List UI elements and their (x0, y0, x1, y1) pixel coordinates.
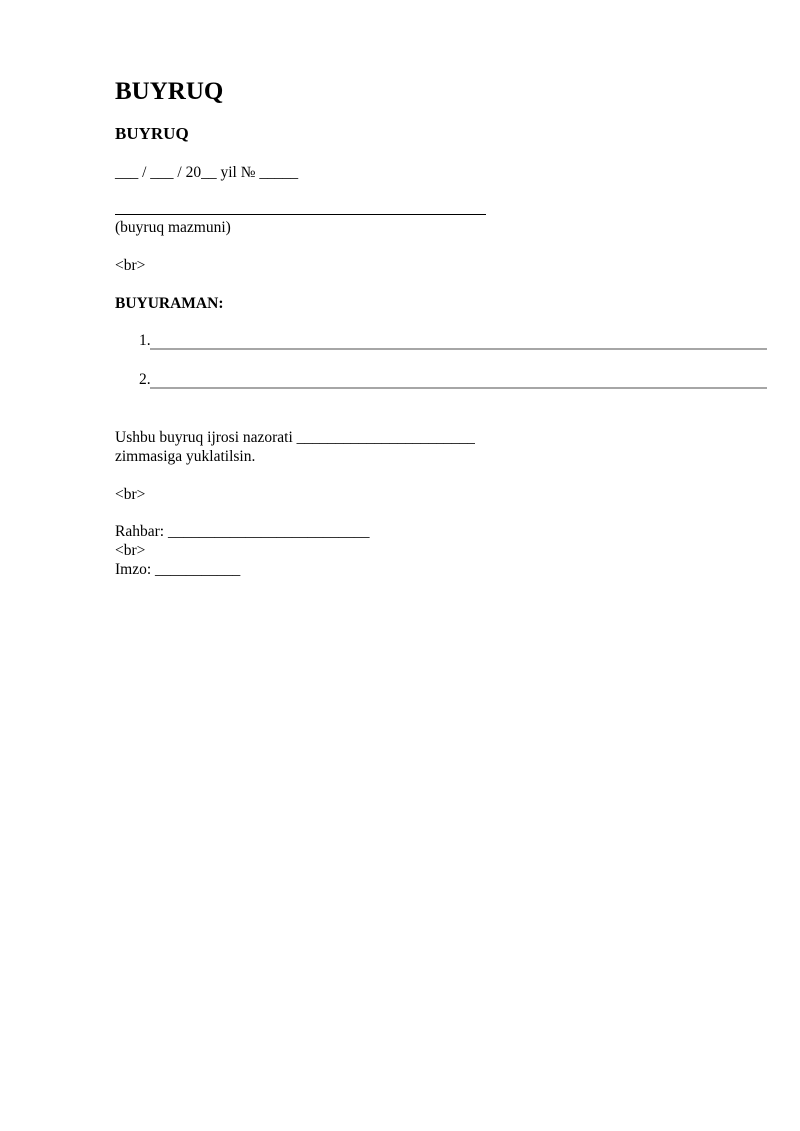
list-item-blank-line (150, 387, 767, 389)
content-caption: (buyruq mazmuni) (115, 219, 231, 236)
br-text-1: <br> (115, 257, 146, 274)
document-title: BUYRUQ (115, 78, 224, 105)
br-text-3: <br> (115, 542, 146, 559)
signature-line: Imzo: ___________ (115, 561, 241, 578)
order-heading: BUYURAMAN: (115, 295, 224, 312)
control-line: Ushbu buyruq ijrosi nazorati _______________________ (115, 429, 475, 446)
content-blank-line (115, 214, 486, 215)
head-signature-line: Rahbar: __________________________ (115, 523, 370, 540)
document-subtitle: BUYRUQ (115, 124, 189, 143)
control-line-continued: zimmasiga yuklatilsin. (115, 448, 256, 465)
list-item-blank-line (150, 348, 767, 350)
br-text-2: <br> (115, 486, 146, 503)
list-item-number: 2. (139, 371, 151, 388)
list-item-number: 1. (139, 332, 151, 349)
date-number-line: ___ / ___ / 20__ yil № _____ (115, 164, 299, 181)
